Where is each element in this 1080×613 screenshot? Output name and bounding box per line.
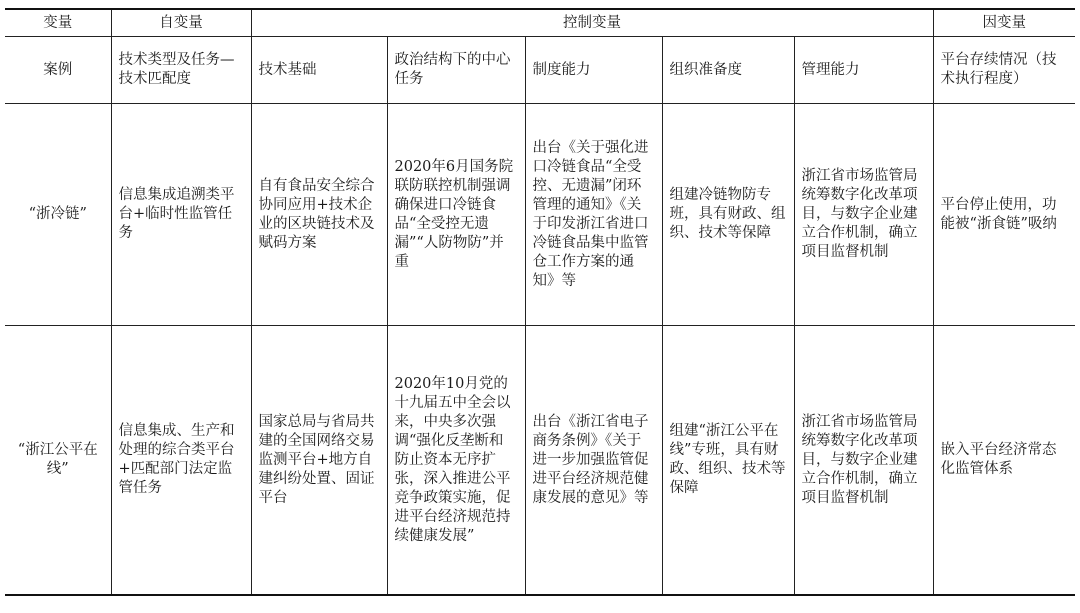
tech-base-cell: 国家总局与省局共建的全国网络交易监测平台+地方自建纠纷处置、固证平台 (251, 326, 387, 596)
institutional-cell: 出台《浙江省电子商务条例》《关于进一步加强监管促进平台经济规范健康发展的意见》等 (525, 326, 662, 596)
central-task-cell: 2020年10月党的十九届五中全会以来，中央多次强调“强化反垄断和防止资本无序扩张，深入推进公平竞争政策实施，促进平台经济规范持续健康发展” (387, 326, 525, 596)
subheader-tech-base: 技术基础 (251, 37, 387, 104)
header-row (5, 9, 1075, 37)
table-row (5, 104, 1075, 326)
table-row (5, 326, 1075, 596)
case-cell: “浙冷链” (5, 104, 111, 326)
org-readiness-cell: 组建冷链物防专班，具有财政、组织、技术等保障 (662, 104, 794, 326)
management-cell: 浙江省市场监管局统筹数字化改革项目，与数字企业建立合作机制，确立项目监督机制 (794, 104, 933, 326)
variables-table (5, 8, 1075, 596)
institutional-cell: 出台《关于强化进口冷链食品“全受控、无遗漏”闭环管理的通知》《关于印发浙江省进口冷链食品集中监管仓工作方案的通知》等 (525, 104, 662, 326)
subheader-row (5, 37, 1075, 104)
org-readiness-cell: 组建“浙江公平在线”专班，具有财政、组织、技术等保障 (662, 326, 794, 596)
central-task-cell: 2020年6月国务院联防联控机制强调确保进口冷链食品“全受控无遗漏”“人防物防”并重 (387, 104, 525, 326)
subheader-management: 管理能力 (794, 37, 933, 104)
header-variable: 变量 (5, 9, 111, 37)
management-cell: 浙江省市场监管局统筹数字化改革项目，与数字企业建立合作机制，确立项目监督机制 (794, 326, 933, 596)
subheader-case: 案例 (5, 37, 111, 104)
survival-cell: 嵌入平台经济常态化监管体系 (933, 326, 1075, 596)
survival-cell: 平台停止使用，功能被“浙食链”吸纳 (933, 104, 1075, 326)
task-match-cell: 信息集成追溯类平台+临时性监管任务 (111, 104, 251, 326)
header-control: 控制变量 (251, 9, 933, 37)
subheader-survival: 平台存续情况（技术执行程度） (933, 37, 1075, 104)
header-dependent: 因变量 (933, 9, 1075, 37)
header-independent: 自变量 (111, 9, 251, 37)
subheader-central-task: 政治结构下的中心任务 (387, 37, 525, 104)
subheader-institutional: 制度能力 (525, 37, 662, 104)
task-match-cell: 信息集成、生产和处理的综合类平台+匹配部门法定监管任务 (111, 326, 251, 596)
tech-base-cell: 自有食品安全综合协同应用+技术企业的区块链技术及赋码方案 (251, 104, 387, 326)
subheader-task-match: 技术类型及任务—技术匹配度 (111, 37, 251, 104)
case-cell: “浙江公平在线” (5, 326, 111, 596)
subheader-org-readiness: 组织准备度 (662, 37, 794, 104)
